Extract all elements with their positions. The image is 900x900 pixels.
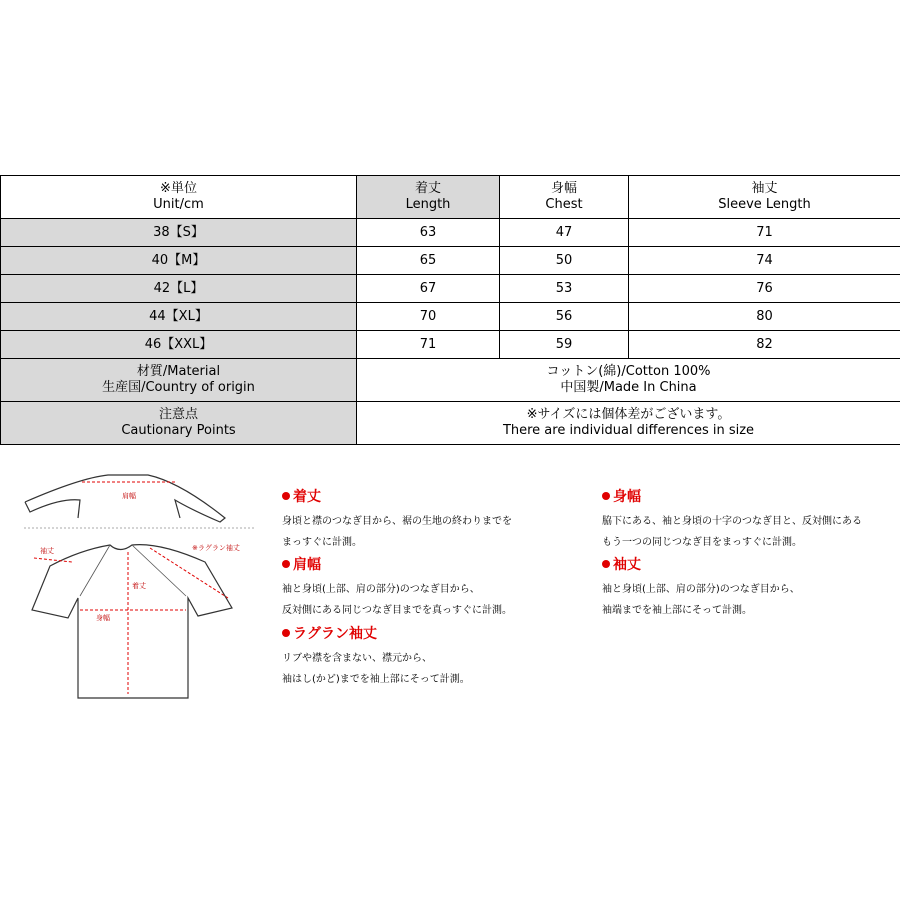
material-row [1,359,900,402]
size-cell: 46【XXL】 [1,331,357,359]
header-unit: ※単位 Unit/cm [1,176,357,219]
note-shoulder: 肩幅 袖と身頃(上部、肩の部分)のつなぎ目から、 反対側にある同じつなぎ目までを真っすぐに計測。 [282,557,512,616]
bullet-icon [602,560,610,568]
chest-cell: 50 [500,247,629,275]
chest-cell: 59 [500,331,629,359]
length-cell: 65 [357,247,500,275]
caution-row [1,402,900,445]
header-length: 着丈 Length [357,176,500,219]
table-row [1,247,900,275]
shoulder-label: 肩幅 [122,492,136,500]
size-cell: 40【M】 [1,247,357,275]
note-chest: 身幅 脇下にある、袖と身頃の十字のつなぎ目と、反対側にある もう一つの同じつなぎ目をまっすぐに計測。 [602,489,862,548]
size-cell: 44【XL】 [1,303,357,331]
note-sleeve: 袖丈 袖と身頃(上部、肩の部分)のつなぎ目から、 袖端までを袖上部にそって計測。 [602,557,800,616]
sleeve-cell: 74 [629,247,900,275]
shirt-diagram-svg [20,470,260,710]
table-row [1,331,900,359]
chest-cell: 47 [500,219,629,247]
length-cell: 70 [357,303,500,331]
bullet-icon [282,629,290,637]
raglan-seam-left [80,545,110,596]
measurement-diagram [20,470,260,710]
chest-label: 身幅 [96,614,110,622]
header-sleeve: 袖丈 Sleeve Length [629,176,900,219]
bullet-icon [282,492,290,500]
material-label: 材質/Material 生産国/Country of origin [1,359,357,402]
table-row [1,219,900,247]
sleeve-cell: 76 [629,275,900,303]
size-cell: 38【S】 [1,219,357,247]
note-raglan: ラグラン袖丈 リブや襟を含まない、襟元から、 袖はし(かど)までを袖上部にそって計測。 [282,626,470,685]
length-label: 着丈 [132,582,146,590]
size-cell: 42【L】 [1,275,357,303]
length-cell: 67 [357,275,500,303]
caution-label: 注意点 Cautionary Points [1,402,357,445]
table-header-row [1,176,900,219]
sleeve-cell: 71 [629,219,900,247]
note-length: 着丈 身頃と襟のつなぎ目から、裾の生地の終わりまでを まっすぐに計測。 [282,489,512,548]
sleeve-cell: 80 [629,303,900,331]
caution-value: ※サイズには個体差がございます。 There are individual differences in size [357,402,900,445]
chest-cell: 56 [500,303,629,331]
length-cell: 63 [357,219,500,247]
table-row [1,303,900,331]
sleeve-label: 袖丈 [40,547,54,555]
front-view-outline [32,545,232,698]
table-row [1,275,900,303]
size-chart-table [0,175,900,445]
sleeve-cell: 82 [629,331,900,359]
chest-cell: 53 [500,275,629,303]
material-value: コットン(綿)/Cotton 100% 中国製/Made In China [357,359,900,402]
bullet-icon [602,492,610,500]
header-chest: 身幅 Chest [500,176,629,219]
raglan-label: ※ラグラン袖丈 [192,544,240,552]
bullet-icon [282,560,290,568]
length-cell: 71 [357,331,500,359]
